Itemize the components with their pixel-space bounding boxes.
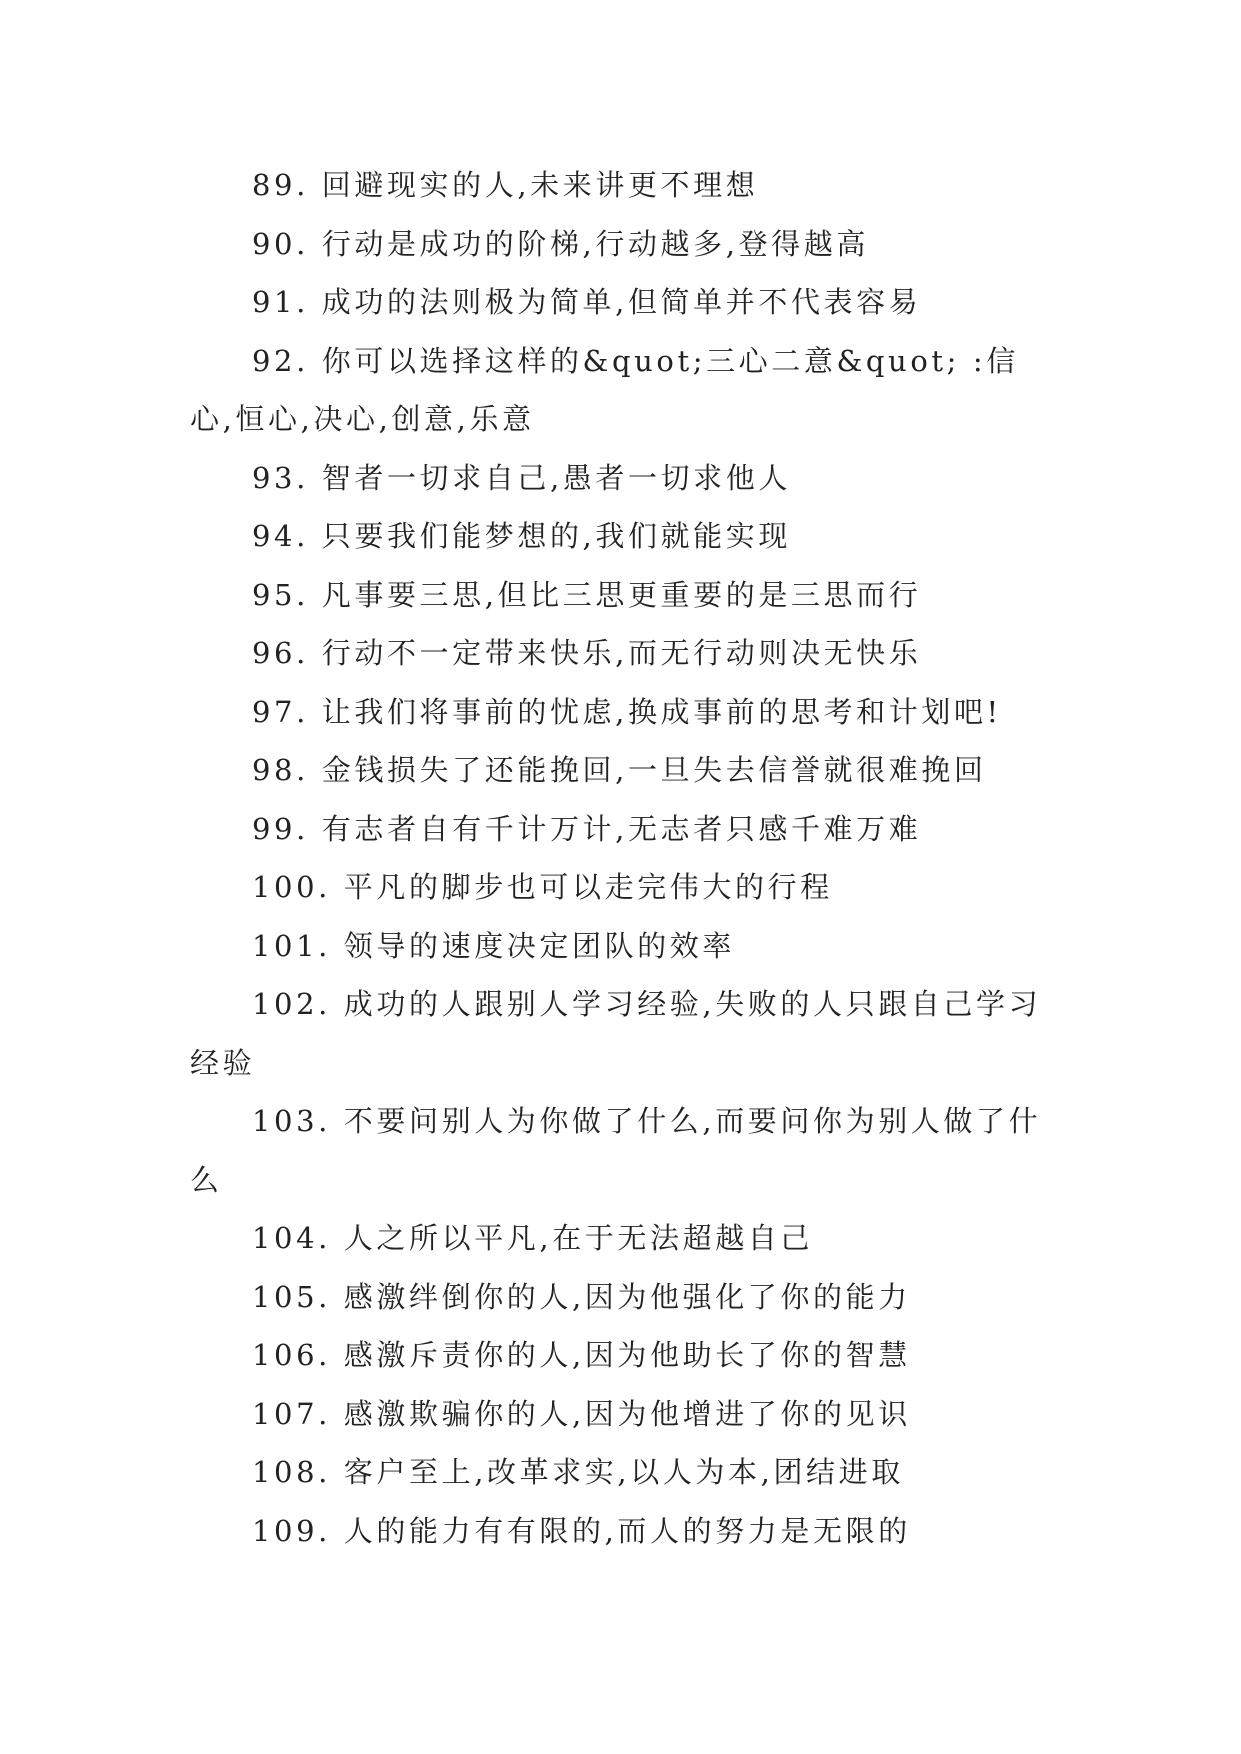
quote-paragraph: 97. 让我们将事前的忧虑,换成事前的思考和计划吧!: [252, 694, 1002, 729]
quote-paragraph: 107. 感激欺骗你的人,因为他增进了你的见识: [252, 1396, 911, 1431]
quote-paragraph: 91. 成功的法则极为简单,但简单并不代表容易: [252, 285, 922, 319]
quote-paragraph: 96. 行动不一定带来快乐,而无行动则决无快乐: [252, 636, 922, 670]
quote-paragraph: 109. 人的能力有有限的,而人的努力是无限的: [252, 1513, 911, 1548]
quote-paragraph: 103. 不要问别人为你做了什么,而要问你为别人做了什么: [190, 1104, 1042, 1197]
quote-paragraph: 104. 人之所以平凡,在于无法超越自己: [252, 1221, 814, 1255]
quote-paragraph: 95. 凡事要三思,但比三思更重要的是三思而行: [252, 577, 922, 612]
quote-paragraph: 98. 金钱损失了还能挽回,一旦失去信誉就很难挽回: [252, 753, 987, 787]
quote-paragraph: 93. 智者一切求自己,愚者一切求他人: [252, 460, 791, 495]
quote-paragraph: 102. 成功的人跟别人学习经验,失败的人只跟自己学习经验: [190, 987, 1042, 1080]
quote-paragraph: 100. 平凡的脚步也可以走完伟大的行程: [252, 870, 833, 904]
quote-paragraph: 105. 感激绊倒你的人,因为他强化了你的能力: [252, 1279, 911, 1314]
quote-paragraph: 92. 你可以选择这样的&quot;三心二意&quot; :信心,恒心,决心,创意,乐意: [190, 343, 1019, 436]
quote-paragraph: 106. 感激斥责你的人,因为他助长了你的智慧: [252, 1338, 911, 1372]
quote-paragraph: 89. 回避现实的人,未来讲更不理想: [252, 168, 759, 202]
quote-list: [190, 156, 1050, 1560]
quote-paragraph: 99. 有志者自有千计万计,无志者只感千难万难: [252, 811, 922, 846]
quote-paragraph: 90. 行动是成功的阶梯,行动越多,登得越高: [252, 226, 869, 261]
quote-paragraph: 94. 只要我们能梦想的,我们就能实现: [252, 519, 791, 553]
quote-paragraph: 108. 客户至上,改革求实,以人为本,团结进取: [252, 1455, 904, 1489]
quote-paragraph: 101. 领导的速度决定团队的效率: [252, 928, 735, 963]
